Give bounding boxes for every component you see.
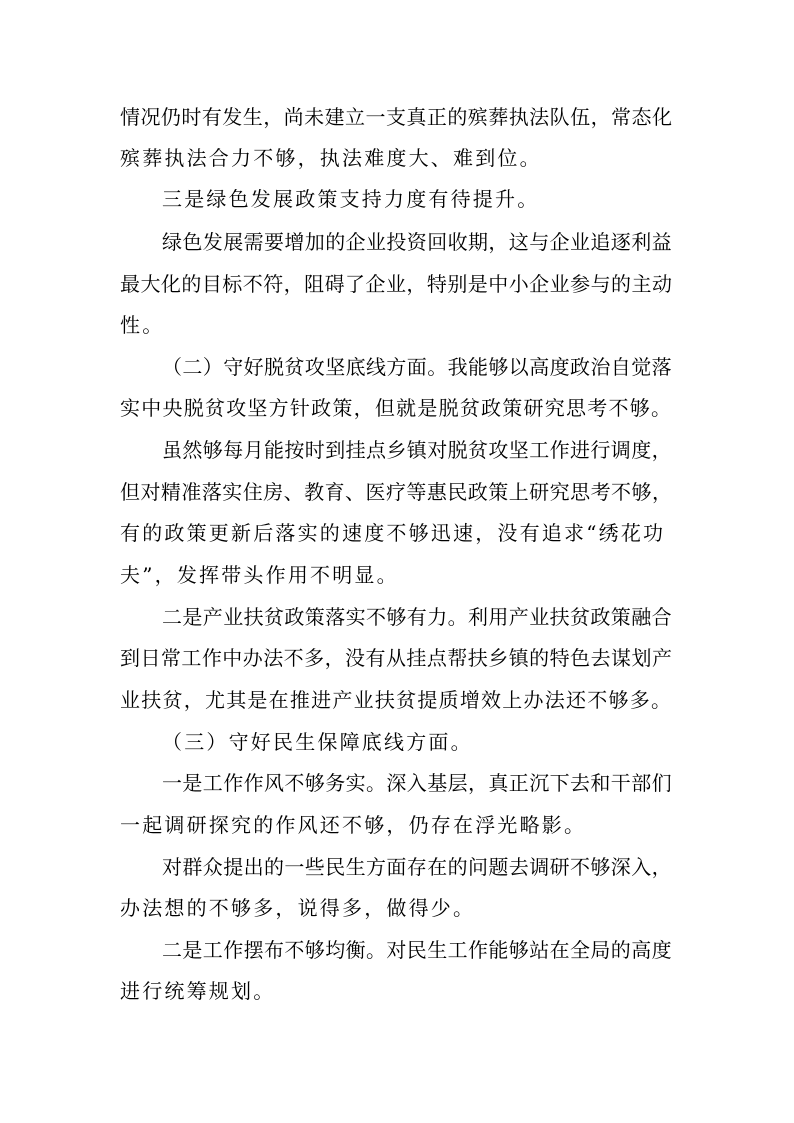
paragraph-line: 三是绿色发展政策支持力度有待提升。 <box>162 187 540 211</box>
paragraph-line: 一起调研探究的作风还不够，仍存在浮光略影。 <box>120 813 587 837</box>
paragraph-line: 有的政策更新后落实的速度不够迅速，没有追求“绣花功 <box>120 521 666 545</box>
paragraph-line: 二是工作摆布不够均衡。对民生工作能够站在全局的高度 <box>162 938 672 962</box>
paragraph-line: 绿色发展需要增加的企业投资回收期，这与企业追逐利益 <box>162 230 672 254</box>
paragraph-line: 虽然够每月能按时到挂点乡镇对脱贫攻坚工作进行调度， <box>162 438 672 462</box>
paragraph-line: 实中央脱贫攻坚方针政策，但就是脱贫政策研究思考不够。 <box>120 396 673 420</box>
paragraph-line: 夫”，发挥带头作用不明显。 <box>120 563 399 587</box>
paragraph-line: 对群众提出的一些民生方面存在的问题去调研不够深入， <box>162 855 672 879</box>
paragraph-line: 业扶贫，尤其是在推进产业扶贫提质增效上办法还不够多。 <box>120 688 673 712</box>
paragraph-line: 但对精准落实住房、教育、医疗等惠民政策上研究思考不够， <box>120 480 673 504</box>
paragraph-line: （三）守好民生保障底线方面。 <box>162 730 473 754</box>
paragraph-line: 办法想的不够多，说得多，做得少。 <box>120 896 476 920</box>
paragraph-line: 殡葬执法合力不够，执法难度大、难到位。 <box>120 146 542 170</box>
paragraph-line: 进行统筹规划。 <box>120 979 276 1003</box>
paragraph-line: 情况仍时有发生，尚未建立一支真正的殡葬执法队伍，常态化 <box>120 105 673 129</box>
paragraph-line: 性。 <box>120 313 165 337</box>
paragraph-line: （二）守好脱贫攻坚底线方面。我能够以高度政治自觉落 <box>162 355 672 379</box>
paragraph-line: 一是工作作风不够务实。深入基层，真正沉下去和干部们 <box>162 771 672 795</box>
paragraph-line: 最大化的目标不符，阻碍了企业，特别是中小企业参与的主动 <box>120 272 673 296</box>
paragraph-line: 到日常工作中办法不多，没有从挂点帮扶乡镇的特色去谋划产 <box>120 646 673 670</box>
paragraph-line: 二是产业扶贫政策落实不够有力。利用产业扶贫政策融合 <box>162 605 672 629</box>
